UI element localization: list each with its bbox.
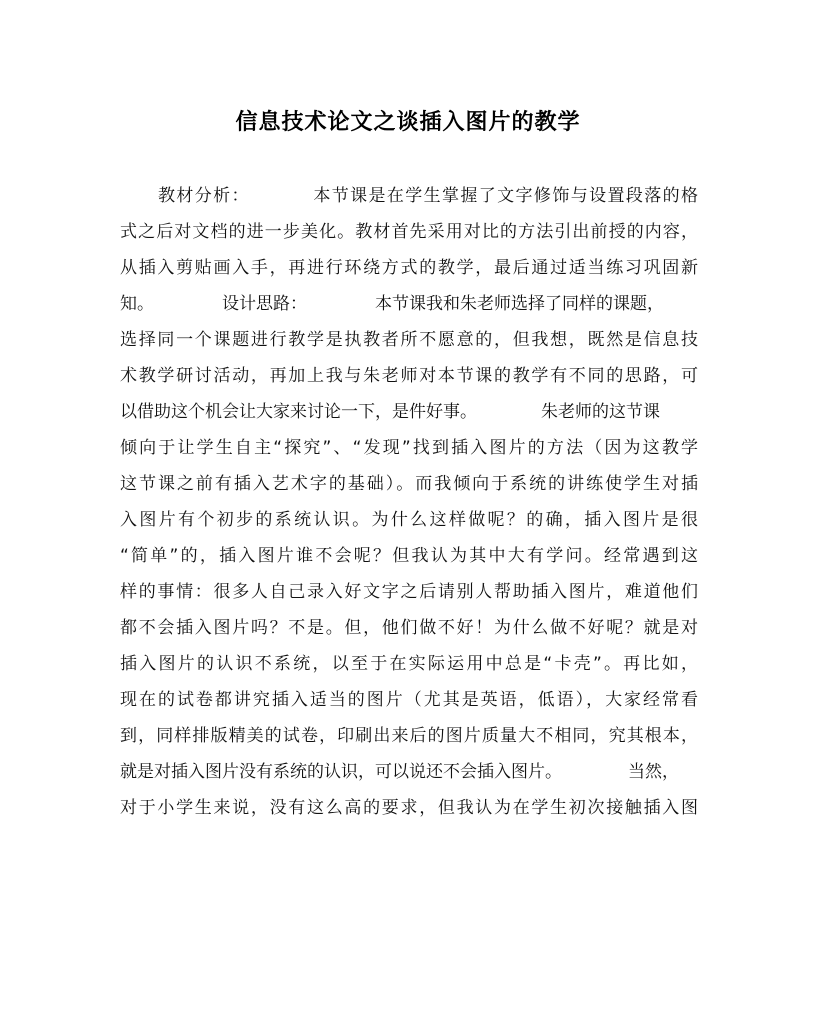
segment: 当然， (628, 762, 679, 782)
body-line: 对于小学生来说，没有这么高的要求，但我认为在学生初次接触插入图 (120, 798, 698, 818)
segment: 以借助这个机会让大家来讨论一下，是件好事。 (120, 402, 477, 422)
segment: 知。 (120, 294, 154, 314)
body-line: 式之后对文档的进一步美化。教材首先采用对比的方法引出前授的内容， (120, 222, 698, 242)
body-line (120, 289, 698, 325)
body-line (120, 757, 698, 793)
body-line: 插入图片的认识不系统，以至于在实际运用中总是“卡壳”。再比如， (120, 654, 698, 674)
body-line: 现在的试卷都讲究插入适当的图片（尤其是英语，低语），大家经常看 (120, 690, 698, 710)
body-line: 都不会插入图片吗？不是。但，他们做不好！为什么做不好呢？就是对 (120, 618, 698, 638)
body-line: “简单”的，插入图片谁不会呢？但我认为其中大有学问。经常遇到这 (120, 546, 698, 566)
segment: 教材分析： (158, 186, 250, 206)
segment: 本节课我和朱老师选择了同样的课题， (375, 294, 664, 314)
document-title: 信息技术论文之谈插入图片的教学 (235, 109, 581, 135)
segment: 朱老师的这节课 (541, 402, 660, 422)
body-line: 入图片有个初步的系统认识。为什么这样做呢？的确，插入图片是很 (120, 510, 698, 530)
segment: 设计思路： (222, 294, 307, 314)
body-line (120, 181, 698, 217)
body-line: 到，同样排版精美的试卷，印刷出来后的图片质量大不相同，究其根本， (120, 726, 698, 746)
segment: 本节课是在学生掌握了文字修饰与设置段落的格 (311, 186, 699, 206)
body-line: 倾向于让学生自主“探究”、“发现”找到插入图片的方法（因为这教学 (120, 438, 698, 458)
body-line: 术教学研讨活动，再加上我与朱老师对本节课的教学有不同的思路，可 (120, 366, 698, 386)
document-body (120, 181, 698, 829)
body-line: 样的事情：很多人自己录入好文字之后请别人帮助插入图片，难道他们 (120, 582, 698, 602)
body-line: 从插入剪贴画入手，再进行环绕方式的教学，最后通过适当练习巩固新 (120, 258, 698, 278)
body-line: 这节课之前有插入艺术字的基础）。而我倾向于系统的讲练使学生对插 (120, 474, 698, 494)
segment: 就是对插入图片没有系统的认识，可以说还不会插入图片。 (120, 762, 562, 782)
body-line: 选择同一个课题进行教学是执教者所不愿意的，但我想，既然是信息技 (120, 330, 698, 350)
body-line (120, 397, 698, 433)
